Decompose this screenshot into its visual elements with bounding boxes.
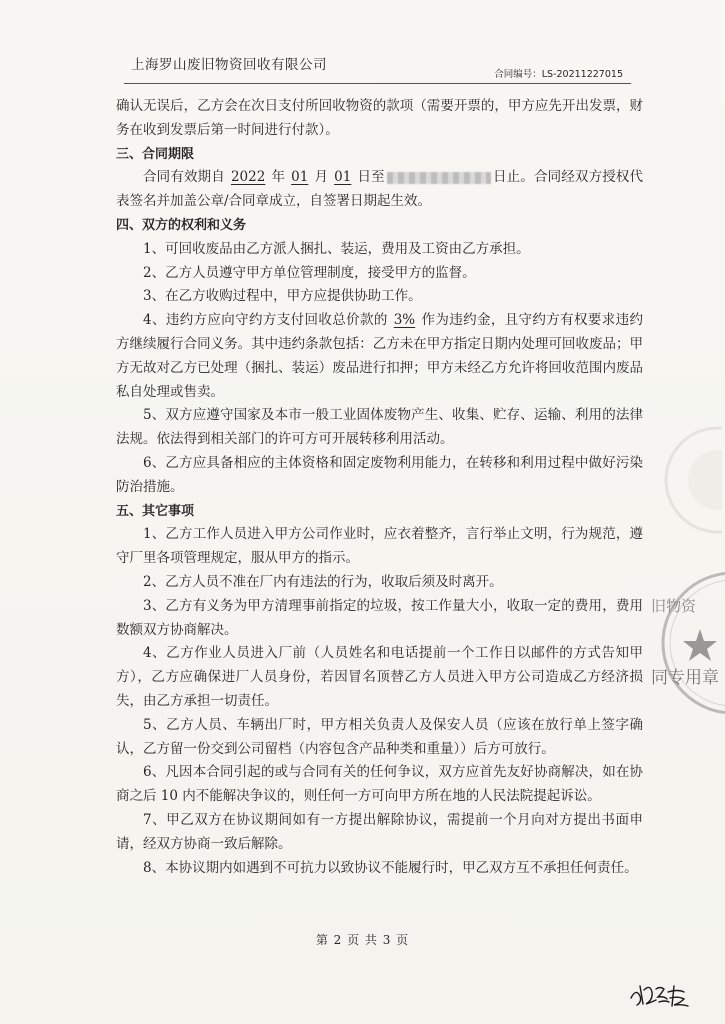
section-5-item: 3、乙方有义务为甲方清理事前指定的垃圾，按工作量大小，收取一定的费用，费用数额双方协商解决。	[116, 597, 643, 638]
term-start-year: 2022	[230, 169, 266, 186]
term-text-a: 合同有效期自	[143, 169, 225, 186]
penalty-text-a: 4、违约方应向守约方支付回收总价款的	[143, 312, 388, 329]
term-year-unit: 年	[271, 169, 286, 186]
section-4-item: 5、双方应遵守国家及本市一般工业固体废物产生、收集、贮存、运输、利用的法律法规。依法得到相关部门的许可方可开展转移利用活动。	[116, 407, 643, 448]
penalty-percentage: 3%	[393, 312, 416, 329]
contract-body	[116, 95, 643, 880]
contract-term-paragraph	[116, 166, 643, 214]
company-name: 上海罗山废旧物资回收有限公司	[131, 57, 327, 73]
section-5-item: 6、凡因本合同引起的或与合同有关的任何争议，双方应首先友好协商解决，如在协商之后 10 内不能解决争议的，则任何一方可向甲方所在地的人民法院提起诉讼。	[116, 764, 643, 805]
term-start-day: 01	[334, 169, 352, 186]
section-4-heading: 四、双方的权利和义务	[116, 217, 247, 233]
section-5-heading: 五、其它事项	[116, 503, 195, 519]
section-4-item: 2、乙方人员遵守甲方单位管理制度，接受甲方的监督。	[143, 264, 476, 281]
header-divider	[124, 83, 631, 84]
section-5-item: 7、甲乙双方在协议期间如有一方提出解除协议，需提前一个月向对方提出书面申请，经双方协商一致后解除。	[116, 811, 643, 852]
company-seal-stamp	[645, 565, 725, 725]
section-4-item: 1、可回收废品由乙方派人捆扎、装运，费用及工资由乙方承担。	[143, 240, 530, 257]
section-5-item: 5、乙方人员、车辆出厂时，甲方相关负责人及保安人员（应该在放行单上签字确认，乙方留一份交到公司留档（内容包含产品种类和重量））后方可放行。	[116, 716, 643, 757]
page-number: 第 2 页 共 3 页	[315, 933, 410, 947]
section-4-item-penalty	[116, 309, 643, 404]
penalty-text-b: 作为违约金，且守约方有权要求违约方继续履行合同义务。其中违约条款包括：乙方未在甲方指定日期内处理可回收废品；甲方无故对乙方已处理（捆扎、装运）废品进行扣押；甲方未经乙方允许将回收范围内废品私自处理或售卖。	[116, 312, 643, 400]
section-5-item: 2、乙方人员不准在厂内有违法的行为，收取后须及时离开。	[143, 573, 503, 590]
intro-paragraph: 确认无误后，乙方会在次日支付所回收物资的款项（需要开票的，甲方应先开出发票，财务在收到发票后第一时间进行付款）。	[116, 98, 643, 138]
section-4-item: 3、在乙方收购过程中，甲方应提供协助工作。	[143, 288, 422, 305]
faint-stamp-fragment	[622, 420, 722, 540]
term-day-unit: 日至	[357, 169, 385, 186]
section-5-item: 1、乙方工作人员进入甲方公司作业时，应衣着整齐，言行举止文明，行为规范，遵守厂里各项管理规定，服从甲方的指示。	[116, 526, 643, 567]
contract-number: 合同编号：LS-20211227015	[494, 69, 623, 80]
term-start-month: 01	[291, 169, 309, 186]
term-month-unit: 月	[314, 169, 329, 186]
svg-text:旧物资: 旧物资	[651, 597, 697, 615]
redacted-end-date	[387, 172, 491, 184]
svg-text:同专用章: 同专用章	[651, 668, 719, 688]
term-text-b: 日止。合同经双方授权代表签名并加盖公章/合同章成立，自签署日期起生效。	[116, 169, 644, 210]
section-5-item: 8、本协议期内如遇到不可抗力以致协议不能履行时，甲乙双方互不承担任何责任。	[143, 859, 638, 876]
section-3-heading: 三、合同期限	[116, 146, 195, 162]
handwritten-signature	[628, 980, 700, 1010]
section-4-item: 6、乙方应具备相应的主体资格和固定废物利用能力，在转移和利用过程中做好污染防治措施。	[116, 454, 643, 495]
section-5-item: 4、乙方作业人员进入厂前（人员姓名和电话提前一个工作日以邮件的方式告知甲方），乙方应确保进厂人员身份，若因冒名顶替乙方人员进入甲方公司造成乙方经济损失，由乙方承担一切责任。	[116, 645, 643, 709]
